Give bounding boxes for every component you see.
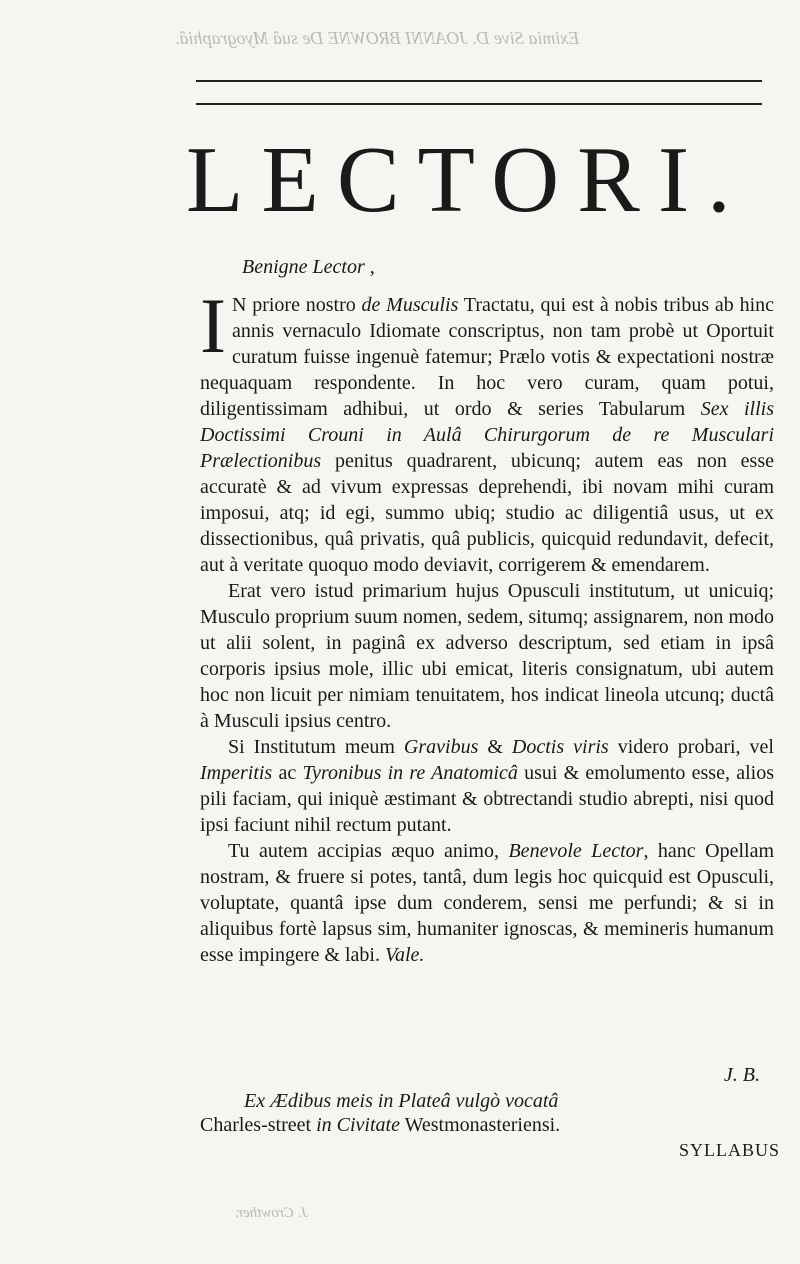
page-title: LECTORI. [186,128,749,232]
catchword: SYLLABUS [678,1140,780,1160]
text-run: Westmonasteriensi. [399,1114,561,1136]
place-line-2 [200,1114,560,1137]
top-rule [196,80,762,82]
italic-run: in Civitate [316,1114,400,1136]
italic-run: Sex illis Doctissimi Crouni in Aulâ Chirurgorum de re Musculari Prælectionibus [200,398,775,472]
body-text [200,282,775,968]
paragraph-2: Erat vero istud primarium hujus Opusculi institutum, ut unicuiq; Musculo proprium suum nomen, sedem, situmq; assignarem, non modo ut alii solent, in paginâ ex adverso descriptum, sed etiam in ipsâ corporis ipsius mole, illic ubi emicat, literis consignatum, ubi autem hoc non licuit per nimiam tenuitatem, hos indicat lineola utcunq; ductâ à Musculi ipsius centro. [200,580,774,732]
text-run: Tractatu, qui est à nobis tribus ab hinc annis vernaculo Idiomate conscriptus, non tam probè ut Oportuit curatum fuisse ingenuè fatemur; Prælo votis & expectationi nostræ nequaquam respondente. In hoc vero curam, quam potui, diligentissimam adhibui, ut ordo & series Tabularum [200,294,775,420]
text-run: Si Institutum meum [228,736,404,758]
italic-run: Benevole Lector [508,840,644,862]
text-run: Charles-street [200,1114,317,1136]
text-run: videro probari, vel [608,736,774,758]
text-run: usui & emolumento esse, alios pili faciam, qui iniquè æstimant & obtrectandi studio abrepti, nisi quod ipsi faciunt nihil rectum putant. [200,762,774,836]
italic-run: Vale. [384,944,425,966]
text-run: penitus quadrarent, ubicunq; autem eas non esse accuratè & ad vivum expressas deprehendi, ibi novam mihi curam imposui, atq; id egi, summo ubiq; studio ac diligentiâ usus, ut ex dissectionibus, quâ privatis, quâ publicis, quicquid redundavit, defecit, aut à veritate quoquo modo deviavit, corrigerem & emendarem. [200,450,774,576]
italic-run: Tyronibus in re Anatomicâ [302,762,518,784]
drop-cap: I [200,282,226,369]
text-run: ac [272,762,303,784]
italic-run: Gravibus [403,736,479,758]
text-run: Tu autem accipias æquo animo, [228,840,509,862]
italic-run: de Musculis [361,294,459,316]
place-line-1: Ex Ædibus meis in Plateâ vulgò vocatâ [244,1090,559,1112]
italic-run: Doctis viris [511,736,609,758]
italic-run: Imperitis [200,762,273,784]
bleed-through-signature: J. Crowther. [235,1205,309,1221]
second-rule [196,103,762,105]
bleed-through-header: Eximia Sive D. JOANNI BROWNE De suâ Myographiâ. [175,28,580,48]
paragraph-1 [200,282,775,578]
paragraph-4 [200,838,774,968]
text-run: & [478,736,512,758]
salutation: Benigne Lector , [242,256,375,278]
author-signature: J. B. [723,1064,760,1086]
text-run: N priore nostro [231,294,362,316]
text-run: , hanc Opellam nostram, & fruere si potes, tantâ, dum legis hoc quicquid est Opusculi, voluptate, quantâ ipse dum conderem, sensi me perfundi; & si in aliquibus fortè lapsus sim, humaniter ignoscas, & memineris humanum esse impingere & labi. [200,840,774,966]
paragraph-3 [200,734,774,838]
